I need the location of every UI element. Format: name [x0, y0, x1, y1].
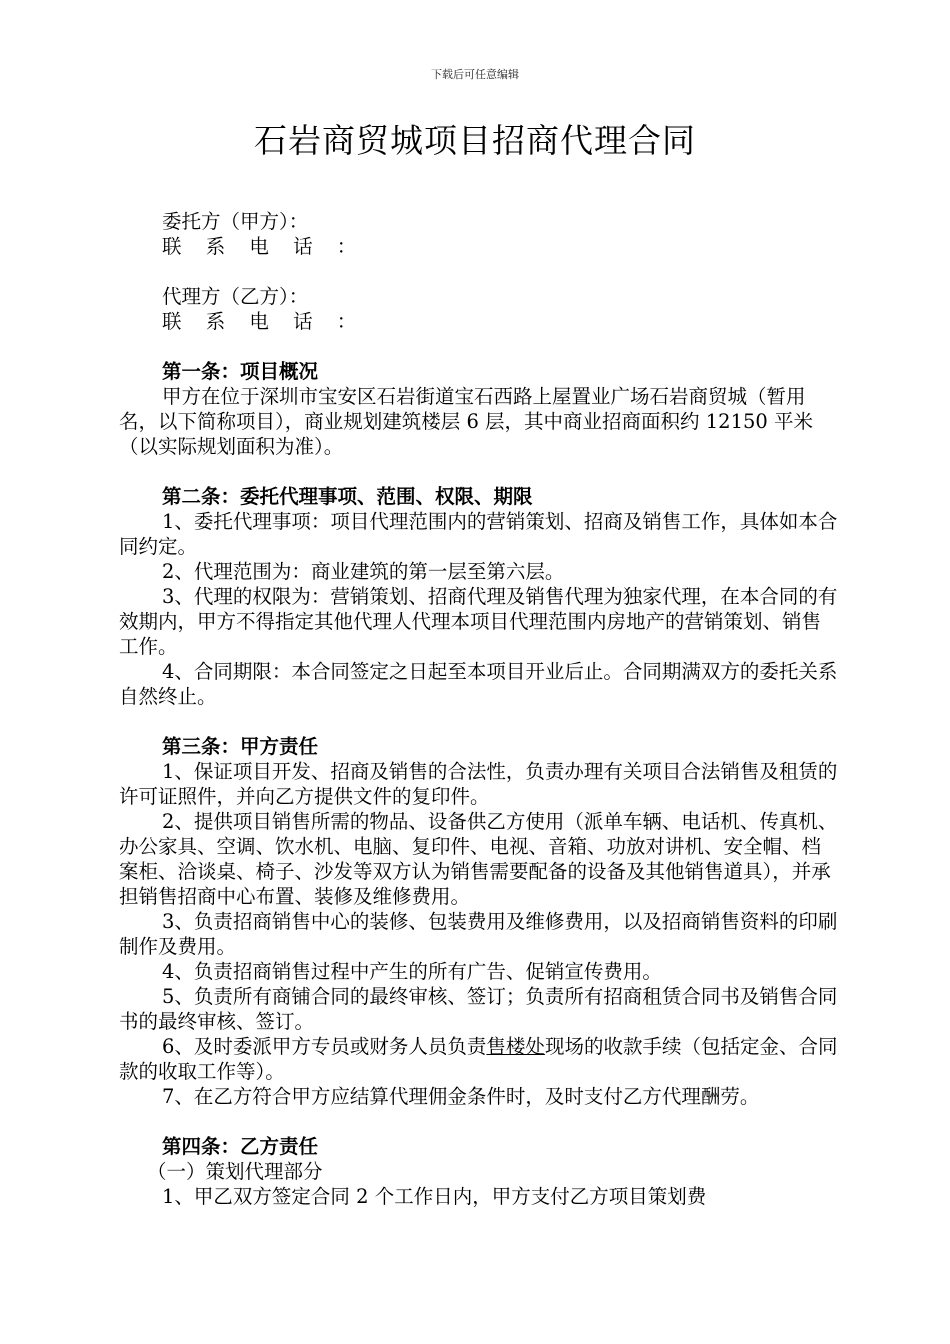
article2-item: 4、合同期限：本合同签定之日起至本项目开业后止。合同期满双方的委托关系自然终止。 — [119, 660, 838, 708]
article4-subheading: （一）策划代理部分 — [147, 1160, 323, 1183]
article1-text: 甲方在位于深圳市宝安区石岩街道宝石西路上屋置业广场石岩商贸城（暂用名，以下简称项目），商业规划建筑楼层 6 层，其中商业招商面积约 12150 平米（以实际规划面积为准）。 — [119, 385, 813, 458]
article4-item: 1、甲乙双方签定合同 2 个工作日内，甲方支付乙方项目策划费 — [162, 1185, 707, 1208]
article3-item: 5、负责所有商铺合同的最终审核、签订；负责所有招商租赁合同书及销售合同书的最终审核、签订。 — [119, 985, 838, 1033]
document-title: 石岩商贸城项目招商代理合同 — [254, 121, 696, 160]
item6-text-post: 现场的收款手续（包括定金、合同款的收取工作等）。 — [119, 1035, 838, 1083]
client-phone-label: 联 系 电 话 ： — [162, 235, 366, 258]
article4-heading: 第四条：乙方责任 — [162, 1135, 319, 1158]
item6-text-pre: 6、及时委派甲方专员或财务人员负责 — [162, 1035, 487, 1058]
article2-heading: 第二条：委托代理事项、范围、权限、期限 — [162, 485, 533, 508]
article3-item: 4、负责招商销售过程中产生的所有广告、促销宣传费用。 — [162, 960, 662, 983]
client-label: 委托方（甲方）： — [162, 210, 309, 233]
article3-item: 3、负责招商销售中心的装修、包装费用及维修费用，以及招商销售资料的印刷制作及费用。 — [119, 910, 838, 958]
header-note: 下载后可任意编辑 — [431, 68, 519, 81]
article3-heading: 第三条：甲方责任 — [162, 735, 319, 758]
article3-item: 1、保证项目开发、招商及销售的合法性，负责办理有关项目合法销售及租赁的许可证照件，并向乙方提供文件的复印件。 — [119, 760, 838, 808]
item6-underlined-term: 售楼处 — [486, 1035, 545, 1058]
article1-heading: 第一条：项目概况 — [162, 360, 319, 383]
article2-item: 1、委托代理事项：项目代理范围内的营销策划、招商及销售工作，具体如本合同约定。 — [119, 510, 838, 558]
article3-item-7: 7、在乙方符合甲方应结算代理佣金条件时，及时支付乙方代理酬劳。 — [162, 1085, 760, 1108]
agent-phone-label: 联 系 电 话 ： — [162, 310, 366, 333]
article2-item: 3、代理的权限为：营销策划、招商代理及销售代理为独家代理，在本合同的有效期内，甲方不得指定其他代理人代理本项目代理范围内房地产的营销策划、销售工作。 — [119, 585, 838, 658]
agent-label: 代理方（乙方）： — [162, 285, 309, 308]
contract-body — [119, 209, 839, 1209]
article2-item: 2、代理范围为：商业建筑的第一层至第六层。 — [162, 560, 565, 583]
article3-item-6 — [119, 1034, 839, 1084]
article3-item: 2、提供项目销售所需的物品、设备供乙方使用（派单车辆、电话机、传真机、办公家具、空调、饮水机、电脑、复印件、电视、音箱、功放对讲机、安全帽、档案柜、洽谈桌、椅子、沙发等双方认为销售需要配备的设备及其他销售道具），并承担销售招商中心布置、装修及维修费用。 — [119, 810, 838, 908]
